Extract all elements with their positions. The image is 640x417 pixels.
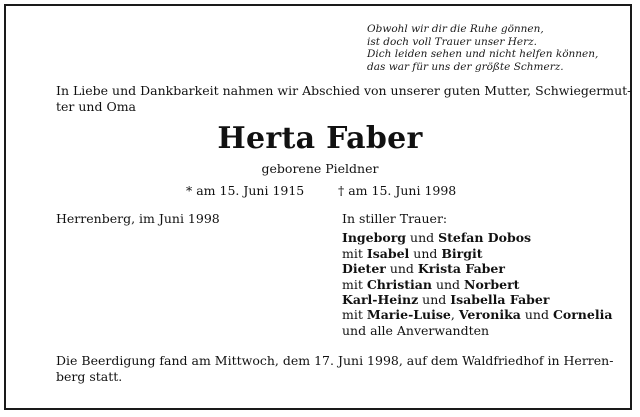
mourner-name: Krista Faber <box>417 261 505 277</box>
poem-line: Obwohl wir dir die Ruhe gönnen, <box>367 23 544 35</box>
maiden-name: geborene Pieldner <box>261 161 379 176</box>
mourner-connector: mit <box>342 245 367 261</box>
funeral-paragraph <box>56 353 613 385</box>
poem-line: Dich leiden sehen und nicht helfen können, <box>367 48 599 60</box>
mourner-connector: mit <box>342 276 367 292</box>
mourner-name: Isabel <box>366 245 410 261</box>
mourner-name: Birgit <box>441 245 483 261</box>
mourners-heading: In stiller Trauer: <box>342 211 448 226</box>
mourner-name: Karl-Heinz <box>342 292 419 308</box>
funeral-line: berg statt. <box>56 369 123 384</box>
intro-line: In Liebe und Dankbarkeit nahmen wir Abschied von unserer guten Mutter, Schwiegermut- <box>56 83 632 98</box>
poem-verse <box>367 23 617 73</box>
deceased-name: Herta Faber <box>217 121 423 156</box>
mourner-connector: und <box>406 230 439 246</box>
birth-date <box>186 183 304 199</box>
mourner-connector: und <box>431 276 465 292</box>
mourner-line <box>342 261 612 276</box>
birth-date-text: am 15. Juni 1915 <box>196 183 305 198</box>
cross-icon: † <box>338 183 345 198</box>
mourner-connector: mit <box>342 307 367 323</box>
mourner-line <box>342 277 612 292</box>
poem-line: das war für uns der größte Schmerz. <box>367 60 564 73</box>
birth-symbol: * <box>186 183 193 198</box>
mourner-connector: und <box>520 307 553 323</box>
death-date <box>338 183 456 199</box>
mourner-name: Cornelia <box>552 307 613 323</box>
mourner-name: Veronika <box>458 307 521 323</box>
intro-paragraph <box>56 83 632 115</box>
mourner-lines <box>342 230 612 338</box>
mourner-name: Marie-Luise <box>366 307 451 323</box>
death-date-text: am 15. Juni 1998 <box>348 183 457 198</box>
mourner-name: Stefan Dobos <box>438 230 532 246</box>
mourner-line <box>342 246 612 261</box>
mourner-connector: und <box>418 292 451 308</box>
mourner-name: Norbert <box>464 276 520 292</box>
poem-line: ist doch voll Trauer unser Herz. <box>367 35 537 48</box>
funeral-line: Die Beerdigung fand am Mittwoch, dem 17. Juni 1998, auf dem Waldfriedhof in Herren- <box>56 353 614 368</box>
mourner-connector: und <box>409 245 442 261</box>
mourner-line <box>342 323 612 338</box>
mourner-line <box>342 230 612 245</box>
mourner-name: Dieter <box>342 261 386 277</box>
mourner-connector: , <box>450 307 459 323</box>
mourner-name: Ingeborg <box>342 230 407 246</box>
mourners-list <box>342 211 612 338</box>
mourner-name: Isabella Faber <box>450 292 550 308</box>
mourner-name: Christian <box>366 276 432 292</box>
intro-line: ter und Oma <box>56 99 136 114</box>
mourner-connector: und alle Anverwandten <box>342 322 490 338</box>
mourner-line <box>342 307 612 322</box>
place-and-date: Herrenberg, im Juni 1998 <box>56 211 220 226</box>
mourner-line <box>342 292 612 307</box>
mourner-connector: und <box>385 261 418 277</box>
